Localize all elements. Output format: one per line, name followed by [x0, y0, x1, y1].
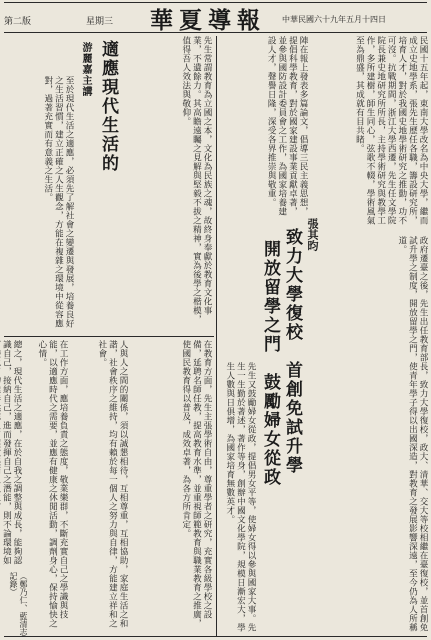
- page-number: 第二版: [4, 17, 32, 27]
- column-divider: [216, 36, 217, 636]
- feature-column: 先生常謂教育為立國之本，文化為民族之魂，故終身奉獻於教育文化事業，不遺餘力。其高瞻遠矚之見解與堅毅不拔之精神，實為後學之楷模，值得吾人效法與敬仰。: [180, 36, 212, 324]
- left-article-column: 人與人之間的關係，須以誠懇相待，互相尊重，互相協助，家庭生活之和諧，社會秩序之維持，均有賴於每一個人之努力與自律，方能建立祥和之社會。: [96, 340, 128, 628]
- bottom-rule: [4, 636, 427, 637]
- feature-title-line2: 開放留學之門 鼓勵婦女從政: [260, 240, 280, 487]
- left-article-credit: （鄭乃仁、藍清志記錄）: [9, 572, 28, 636]
- section-divider: [4, 336, 214, 337]
- weekday: 星期三: [86, 17, 114, 27]
- header: [0, 0, 431, 34]
- masthead: 華夏導報: [150, 7, 266, 34]
- left-article-title: 適應現代生活的: [98, 40, 118, 173]
- feature-column: 先生又鼓勵婦女從政，提倡男女平等，使婦女得以參與國家大事。先生一生勤於著述，著作等身，創辦中國文化學院，規模日漸宏大，學生人數與日俱增，為國家培育無數英才。: [224, 362, 256, 632]
- feature-column: 陣在報上發表多篇論文，倡導三民主義思想，提倡科學教育，對於國家建設事業貢獻卓著，並參與國防設計委員會之工作，為國家培養建設人才，聲譽日隆，深受各界推崇與敬重。: [266, 36, 308, 216]
- feature-subject: 張其昀: [306, 218, 319, 251]
- dateline: 中華民國六十九年五月十四日: [282, 15, 386, 24]
- feature-column: 政府遷臺之後，先生出任教育部長，致力大學復校，政大、清華、交大等校相繼在臺復校，並首創免試升學之制度，開放留學之門，使青年學子得以出國深造，對教育之發展影響深遠，至今仍為人所稱道。: [396, 236, 428, 632]
- feature-column: 在教育方面，先生主張學術自由，尊重學者之研究，充實各級學校之設備，延聘名師任教，提高教育水準，並重視師範教育與職業教育之推廣，使國民教育得以普及，成效卓著，為各方所肯定。: [180, 340, 212, 628]
- left-article-author: 游麗嘉主講: [80, 42, 91, 97]
- left-article-column: 在工作方面，應培養負責之態度，敬業樂群，不斷充實自己之學識與技能，以適應時代之需要，並應有健康之休閒活動，調劑身心，保持愉快之心情。: [36, 340, 68, 628]
- feature-column: 民國十五年起，東南大學改名為中央大學，繼而成立史地學系，張先生歷任各職，籌設研究所，培育人才，對於我國史地學術研究之推動，功不可沒。抗戰期間，浙江大學西遷，先生任文學院院長兼史地研究所所長，主持學術研究與教學工作，多所建樹，師生同心，弦歌不輟，學術風氣至為鼎盛，其成就有目共睹。: [354, 36, 428, 225]
- feature-title-line1: 致力大學復校 首創免試升學: [282, 228, 302, 475]
- left-article-column: 總之，現代生活之適應，在於自我之調整與成長，能夠認識自己，接納自己，進而發揮自己之潛能，則不論環境如: [1, 340, 22, 565]
- left-article-column: 至於現代生活之適應，必須先了解社會之變遷與發展，培養良好之生活習慣，建立正確之人生觀念，方能在複雜之環境中從容應對，過著充實而有意義之生活。: [42, 76, 74, 328]
